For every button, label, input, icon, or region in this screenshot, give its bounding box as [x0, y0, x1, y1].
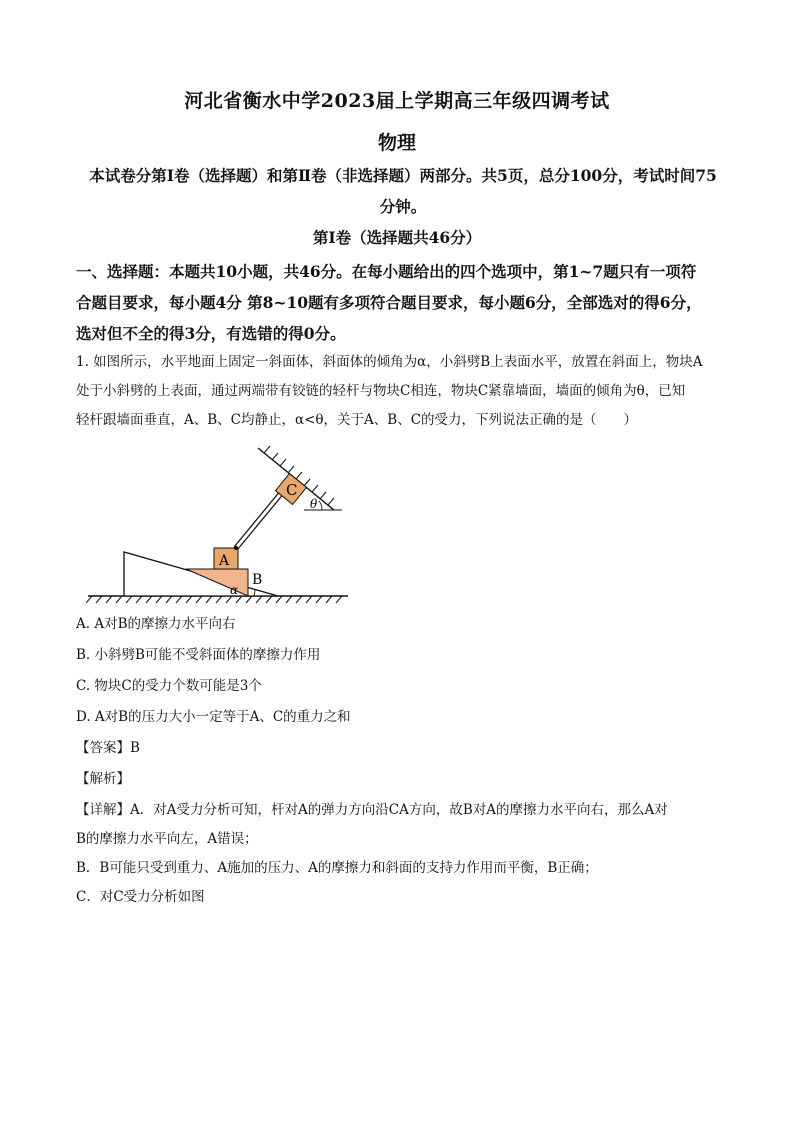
stem-line: 轻杆跟墙面垂直，A、B、C均静止，α<θ，关于A、B、C的受力，下列说法正确的是（ ）: [76, 412, 638, 428]
intro-line-2: 分钟。: [379, 197, 427, 216]
label-alpha: α: [230, 583, 239, 597]
light-rod-core: [236, 491, 283, 548]
stem-line: 1. 如图所示，水平地面上固定一斜面体，斜面体的倾角为α，小斜劈B上表面水平，放置在斜面上，物块A: [76, 354, 703, 370]
detailed-analysis: [76, 796, 730, 912]
label-b: B: [252, 572, 263, 588]
analysis-line: C．对C受力分析如图: [76, 889, 205, 905]
label-c: C: [286, 481, 298, 499]
exam-intro: [76, 160, 730, 222]
hinge-a: [234, 546, 238, 550]
question-1-stem: [76, 348, 730, 435]
exam-title: 河北省衡水中学2023届上学期高三年级四调考试: [184, 90, 610, 112]
analysis-line: B．B可能只受到重力、A施加的压力、A的摩擦力和斜面的支持力作用而平衡，B正确；: [76, 860, 598, 876]
label-a: A: [219, 553, 230, 569]
intro-line-1: 本试卷分第Ⅰ卷（选择题）和第Ⅱ卷（非选择题）两部分。共5页，总分100分，考试时间75: [89, 166, 717, 185]
answer-label: 【答案】B: [76, 740, 140, 756]
analysis-line: B的摩擦力水平向左，A错误；: [76, 831, 258, 847]
section-title: 第Ⅰ卷（选择题共46分）: [312, 228, 482, 247]
option-d: D. A对B的压力大小一定等于A、C的重力之和: [76, 709, 351, 725]
instruction-line: 选对但不全的得3分，有选错的得0分。: [76, 324, 346, 343]
option-a: A. A对B的摩擦力水平向右: [76, 616, 236, 632]
analysis-label: 【解析】: [76, 771, 130, 787]
label-theta: θ: [310, 497, 318, 511]
instruction-line: 一、选择题：本题共10小题，共46分。在每小题给出的四个选项中，第1~7题只有一项符: [76, 262, 697, 281]
instruction-line: 合题目要求，每小题4分 第8~10题有多项符合题目要求，每小题6分，全部选对的得6分，: [76, 293, 702, 312]
analysis-line: 【详解】A．对A受力分析可知，杆对A的弹力方向沿CA方向，故B对A的摩擦力水平向右，那么A对: [76, 802, 668, 818]
stem-line: 处于小斜劈的上表面，通过两端带有铰链的轻杆与物块C相连，物块C紧靠墙面，墙面的倾角为θ，已知: [76, 383, 686, 399]
subject-title: 物理: [377, 132, 416, 154]
question-1-figure: [86, 444, 366, 606]
theta-arc: [319, 501, 322, 510]
option-c: C. 物块C的受力个数可能是3个: [76, 678, 262, 694]
ground-hatching: [86, 596, 342, 603]
option-b: B. 小斜劈B可能不受斜面体的摩擦力作用: [76, 647, 321, 663]
section-instructions: [76, 256, 730, 349]
